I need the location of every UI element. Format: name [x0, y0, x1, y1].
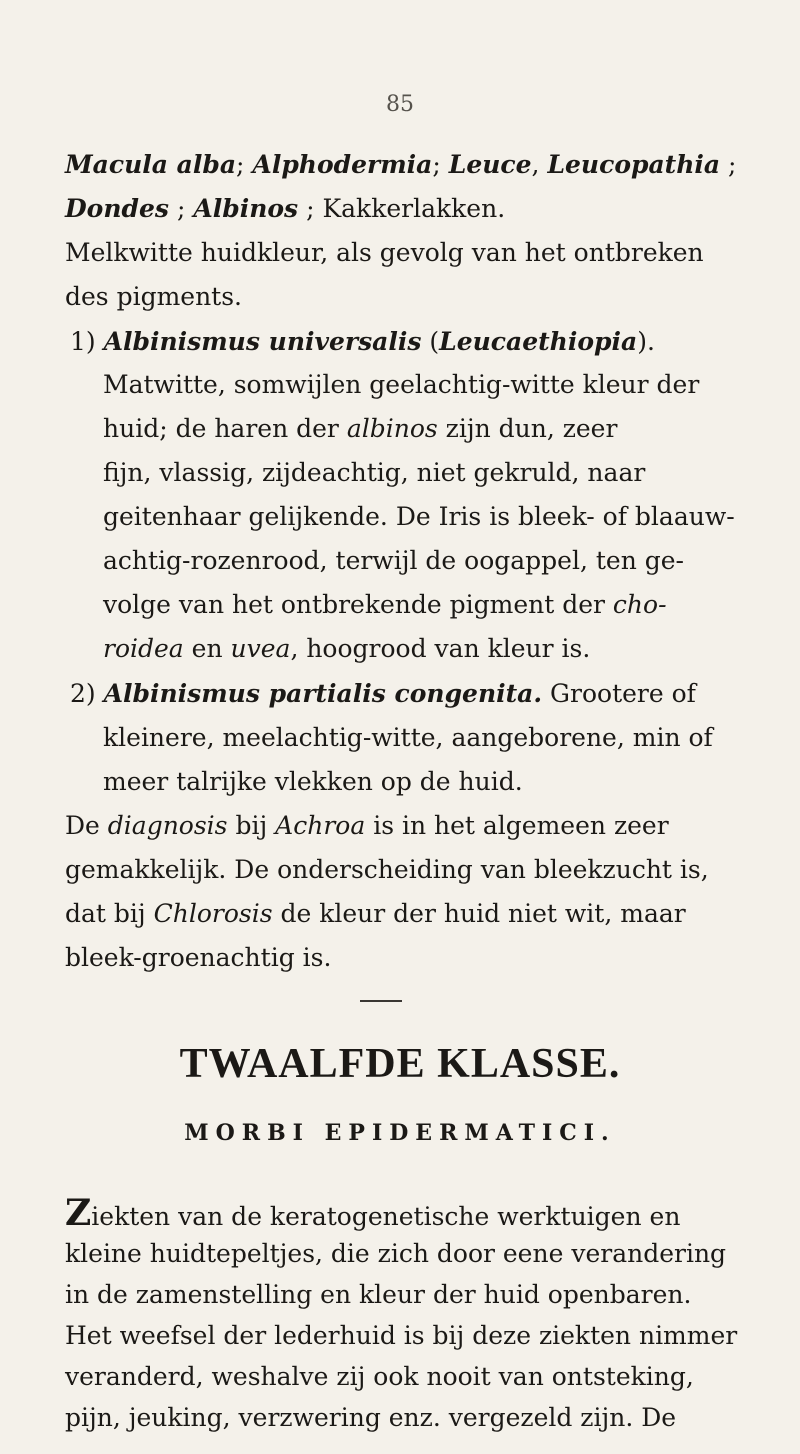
text-line: bleek-groenachtig is.: [65, 943, 332, 972]
text: zijn dun, zeer: [437, 414, 618, 443]
text: , hoogrood van kleur is.: [290, 634, 591, 663]
text: huid; de haren der: [103, 414, 347, 443]
text-line: [70, 677, 745, 711]
text: dat bij: [65, 899, 154, 928]
text-line: des pigments.: [65, 282, 243, 311]
term: Albinos: [193, 194, 299, 223]
term: Alphodermia: [252, 150, 433, 179]
term: diagnosis: [107, 811, 228, 840]
term: albinos: [346, 414, 438, 443]
text-line: [103, 588, 778, 622]
section-heading: TWAALFDE KLASSE.: [179, 1041, 621, 1087]
text-line: fijn, vlassig, zijdeachtig, niet gekruld, naar: [103, 458, 646, 487]
list-number: 1): [70, 327, 104, 356]
term: uvea: [230, 634, 291, 663]
term: Leucaethiopia: [439, 327, 638, 356]
term: Leucopathia: [547, 150, 721, 179]
text-line: [65, 192, 740, 226]
text-line: [70, 325, 745, 359]
term: Dondes: [65, 194, 169, 223]
text-line: pijn, jeuking, verzwering enz. vergezeld zijn. De: [65, 1403, 677, 1432]
text: bij: [227, 811, 276, 840]
text: iekten van de keratogenetische werktuigen en: [91, 1202, 681, 1231]
text-line: achtig-rozenrood, terwijl de oogappel, ten ge-: [103, 546, 684, 575]
text-line: [65, 148, 740, 182]
text: De: [65, 811, 108, 840]
text-line: geitenhaar gelijkende. De Iris is bleek- of blaauw-: [103, 502, 735, 531]
text: en: [183, 634, 231, 663]
text-line: [65, 897, 740, 931]
text-line: veranderd, weshalve zij ook nooit van ontsteking,: [65, 1362, 694, 1391]
punct: ;: [720, 150, 737, 179]
text-line: meer talrijke vlekken op de huid.: [103, 767, 523, 796]
section-subheading: MORBI EPIDERMATICI.: [184, 1120, 616, 1146]
term: roidea: [103, 634, 184, 663]
text-line: in de zamenstelling en kleur der huid openbaren.: [65, 1280, 692, 1309]
page-number: 85: [386, 92, 414, 117]
text-line: kleine huidtepeltjes, die zich door eene verandering: [65, 1239, 727, 1268]
list-number: 2): [70, 679, 104, 708]
term: cho-: [612, 590, 667, 619]
punct: ;: [298, 194, 323, 223]
term: Achroa: [275, 811, 366, 840]
punct: ).: [637, 327, 655, 356]
term: Macula alba: [65, 150, 237, 179]
section-divider: [360, 1000, 402, 1002]
punct: ;: [169, 194, 194, 223]
initial-capital: Z: [65, 1192, 92, 1234]
text-line: Het weefsel der lederhuid is bij deze ziekten nimmer: [65, 1321, 738, 1350]
word: Kakkerlakken.: [322, 194, 506, 223]
text-line: kleinere, meelachtig-witte, aangeborene, min of: [103, 723, 713, 752]
term: Leuce: [448, 150, 532, 179]
text-line: [103, 412, 778, 446]
text-line: [65, 1192, 740, 1234]
text-line: [65, 809, 740, 843]
text: de kleur der huid niet wit, maar: [272, 899, 686, 928]
text-line: gemakkelijk. De onderscheiding van bleekzucht is,: [65, 855, 709, 884]
text-line: [103, 632, 778, 666]
text-line: Melkwitte huidkleur, als gevolg van het ontbreken: [65, 238, 704, 267]
text: is in het algemeen zeer: [365, 811, 669, 840]
text: volge van het ontbrekende pigment der: [103, 590, 613, 619]
text-line: Matwitte, somwijlen geelachtig-witte kleur der: [103, 370, 700, 399]
term: Albinismus universalis: [103, 327, 422, 356]
term: Albinismus partialis congenita.: [103, 679, 543, 708]
punct: ,: [531, 150, 548, 179]
punct: ;: [432, 150, 449, 179]
term: Chlorosis: [153, 899, 273, 928]
punct: (: [421, 327, 440, 356]
text: Grootere of: [542, 679, 696, 708]
punct: ;: [236, 150, 253, 179]
